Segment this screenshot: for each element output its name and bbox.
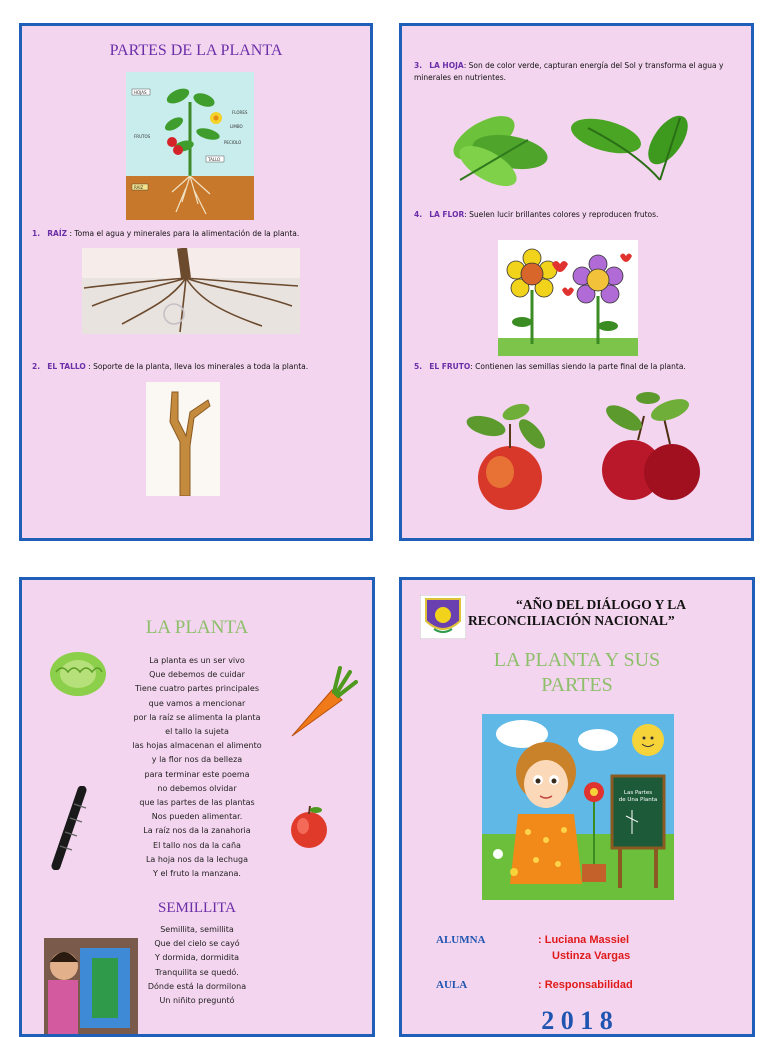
panel-parts-of-plant bbox=[19, 23, 373, 541]
item-flower-text: : Suelen lucir brillantes colores y reproducen frutos. bbox=[464, 210, 659, 219]
apple-pair-image bbox=[594, 388, 706, 506]
panel1-title: PARTES DE LA PLANTA bbox=[109, 42, 283, 59]
item-leaf-number: 3. bbox=[414, 61, 423, 70]
item-root bbox=[32, 229, 362, 238]
poem-line: el tallo la sujeta bbox=[165, 727, 229, 737]
plant-diagram-image bbox=[126, 72, 254, 220]
item-root-text: : Toma el agua y minerales para la alimentación de la planta. bbox=[69, 229, 300, 238]
item-root-number: 1. bbox=[32, 229, 41, 238]
semillita-title: SEMILLITA bbox=[158, 900, 236, 916]
panel-poems bbox=[19, 577, 375, 1037]
svg-text:TALLO: TALLO bbox=[208, 157, 221, 162]
student-name-line1: : Luciana Massiel bbox=[538, 934, 630, 946]
poem-line: que vamos a mencionar bbox=[148, 698, 246, 708]
leaves-pair-image bbox=[568, 104, 702, 184]
item-flower bbox=[414, 210, 744, 219]
poem-line: que las partes de las plantas bbox=[139, 798, 255, 808]
girl-with-plant-illustration bbox=[482, 714, 674, 900]
svg-text:HOJAS: HOJAS bbox=[134, 90, 147, 95]
apple-icon bbox=[288, 804, 330, 850]
school-crest-logo bbox=[420, 595, 466, 639]
item-flower-number: 4. bbox=[414, 210, 423, 219]
poem-line: Y dormida, dormidita bbox=[154, 953, 240, 963]
cover-title-line2: PARTES bbox=[541, 674, 613, 696]
poem-line: Dónde está la dormilona bbox=[147, 981, 247, 991]
poem-line: Que del cielo se cayó bbox=[154, 939, 240, 949]
student-name-line2: Ustinza Vargas bbox=[552, 950, 631, 962]
stem-image bbox=[146, 382, 220, 496]
leaves-bunch-image bbox=[440, 100, 560, 196]
svg-text:LIMBO: LIMBO bbox=[230, 124, 243, 129]
poem-line: las hojas almacenan el alimento bbox=[132, 741, 262, 751]
child-photo bbox=[44, 938, 138, 1037]
carrot-icon bbox=[284, 666, 358, 740]
poem-line: por la raíz se alimenta la planta bbox=[133, 712, 261, 722]
item-fruit-text: : Contienen las semillas siendo la parte final de la planta. bbox=[470, 362, 686, 371]
cover-title-line1: LA PLANTA Y SUS bbox=[493, 649, 661, 671]
poem-line: Nos pueden alimentar. bbox=[151, 812, 243, 822]
poem-line: La planta es un ser vivo bbox=[149, 656, 245, 665]
poem-title: LA PLANTA bbox=[145, 617, 249, 638]
poem-line: no debemos olvidar bbox=[157, 783, 237, 793]
panel-leaf-flower-fruit bbox=[399, 23, 754, 541]
sugar-cane-icon bbox=[48, 786, 94, 870]
item-fruit-label: EL FRUTO bbox=[429, 362, 471, 371]
panel-cover bbox=[399, 577, 755, 1037]
lettuce-icon bbox=[46, 644, 110, 700]
poem-line: Y el fruto la manzana. bbox=[153, 869, 241, 879]
student-label: ALUMNA bbox=[436, 934, 486, 946]
poem-line: Un niñito preguntó bbox=[159, 996, 235, 1006]
item-flower-label: LA FLOR bbox=[429, 210, 465, 219]
poem-line: y la flor nos da belleza bbox=[151, 755, 243, 765]
item-stem-text: : Soporte de la planta, lleva los minerales a toda la planta. bbox=[88, 362, 309, 371]
svg-text:FRUTOS: FRUTOS bbox=[134, 134, 151, 139]
item-root-label: RAÍZ bbox=[47, 229, 68, 238]
svg-text:FLORES: FLORES bbox=[232, 110, 248, 115]
item-leaf-text: : Son de color verde, capturan energía del Sol y transforma el agua y minerales en nutrientes. bbox=[414, 61, 724, 82]
year-motto-line2: RECONCILIACIÓN NACIONAL” bbox=[468, 613, 675, 628]
poem-line: Tranquilita se quedó. bbox=[155, 967, 239, 977]
svg-text:PECIOLO: PECIOLO bbox=[224, 140, 242, 145]
apple-single-image bbox=[460, 402, 556, 514]
item-leaf bbox=[414, 60, 744, 84]
year: 2 0 1 8 bbox=[541, 1006, 613, 1035]
poem-line: La raíz nos da la zanahoria bbox=[143, 826, 251, 836]
classroom-label: AULA bbox=[436, 979, 468, 991]
item-leaf-label: LA HOJA bbox=[429, 61, 464, 70]
poem-line: para terminar este poema bbox=[144, 769, 250, 779]
poem-line: Semillita, semillita bbox=[160, 925, 234, 934]
item-fruit bbox=[414, 362, 744, 371]
poem-line: El tallo nos da la caña bbox=[153, 840, 241, 850]
roots-image bbox=[82, 248, 300, 334]
poem-line: La hoja nos da la lechuga bbox=[145, 854, 249, 864]
item-stem-label: EL TALLO bbox=[47, 362, 86, 371]
chalkboard-text-1: Las Partes bbox=[623, 790, 653, 796]
year-motto-line1: “AÑO DEL DIÁLOGO Y LA bbox=[516, 597, 687, 612]
classroom-value: : Responsabilidad bbox=[538, 979, 633, 991]
flowers-image bbox=[498, 240, 638, 356]
item-stem bbox=[32, 362, 362, 371]
svg-text:RAIZ: RAIZ bbox=[134, 185, 144, 190]
poem-line: Que debemos de cuidar bbox=[149, 670, 245, 680]
chalkboard-text-2: de Una Planta bbox=[618, 797, 658, 803]
poem-line: Tiene cuatro partes principales bbox=[135, 684, 259, 694]
item-stem-number: 2. bbox=[32, 362, 41, 371]
item-fruit-number: 5. bbox=[414, 362, 423, 371]
